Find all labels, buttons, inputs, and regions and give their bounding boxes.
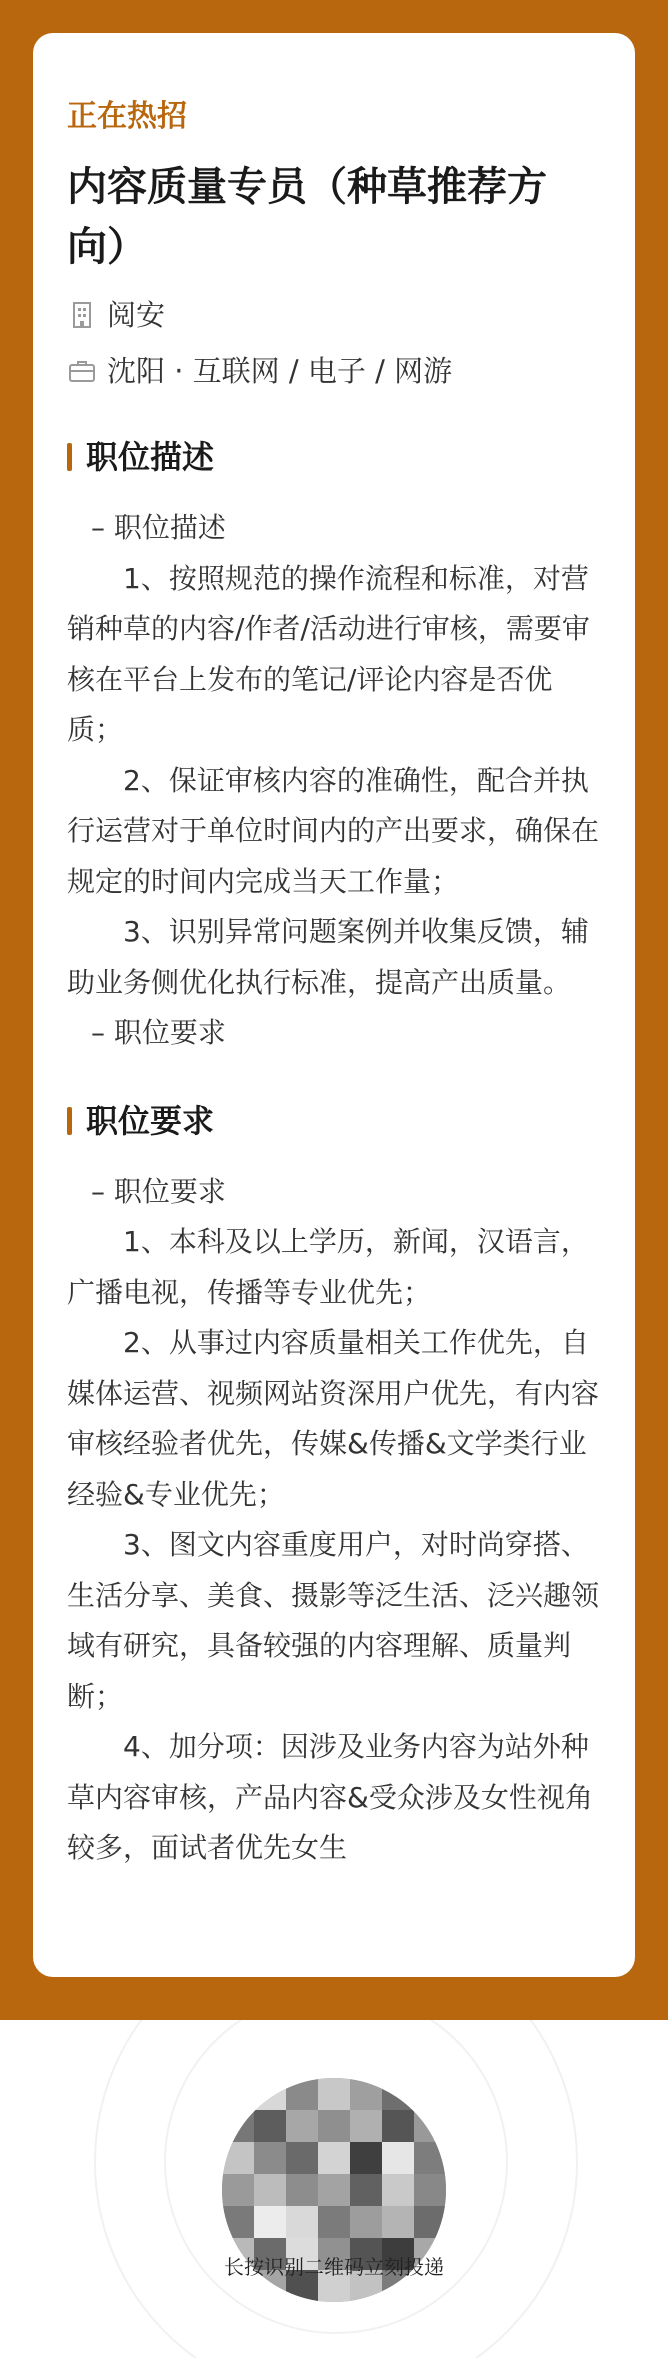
qr-caption: 长按识别二维码立刻投递 xyxy=(224,2255,444,2279)
section-heading-description: 职位描述 xyxy=(67,435,599,479)
description-line: 1、按照规范的操作流程和标准，对营销种草的内容/作者/活动进行审核，需要审核在平台上发布的笔记/评论内容是否优质； xyxy=(67,561,590,746)
description-line: – 职位要求 xyxy=(91,1016,226,1049)
qr-section xyxy=(0,2020,668,2358)
requirement-line: 1、本科及以上学历，新闻，汉语言，广播电视，传播等专业优先； xyxy=(67,1225,589,1309)
section-accent-bar xyxy=(67,1107,72,1135)
description-line: 2、保证审核内容的准确性，配合并执行运营对于单位时间内的产出要求，确保在规定的时间内完成当天工作量； xyxy=(67,763,600,898)
requirement-line: 2、从事过内容质量相关工作优先，自媒体运营、视频网站资深用户优先，有内容审核经验者优先，传媒&传播&文学类行业经验&专业优先； xyxy=(67,1326,600,1511)
location-industry: 沈阳 · 互联网 / 电子 / 网游 xyxy=(107,354,453,388)
requirement-line: 3、图文内容重度用户，对时尚穿搭、生活分享、美食、摄影等泛生活、泛兴趣领域有研究，具备较强的内容理解、质量判断； xyxy=(67,1528,600,1713)
section-accent-bar xyxy=(67,443,72,471)
description-line: – 职位描述 xyxy=(91,511,226,544)
company-row xyxy=(67,295,599,335)
description-text xyxy=(67,503,599,1059)
description-line: 3、识别异常问题案例并收集反馈，辅助业务侧优化执行标准，提高产出质量。 xyxy=(67,915,589,999)
location-row xyxy=(67,351,599,391)
requirements-text xyxy=(67,1167,599,1874)
requirement-line: 4、加分项：因涉及业务内容为站外种草内容审核，产品内容&受众涉及女性视角较多，面试者优先女生 xyxy=(67,1730,593,1864)
briefcase-icon xyxy=(67,356,97,386)
company-name: 阅安 xyxy=(107,298,166,332)
job-card xyxy=(33,33,635,1977)
building-icon xyxy=(67,300,97,330)
hiring-badge: 正在热招 xyxy=(67,99,187,134)
job-title: 内容质量专员（种草推荐方向） xyxy=(67,164,547,270)
section-heading-requirements: 职位要求 xyxy=(67,1099,599,1143)
requirement-line: – 职位要求 xyxy=(91,1174,226,1208)
